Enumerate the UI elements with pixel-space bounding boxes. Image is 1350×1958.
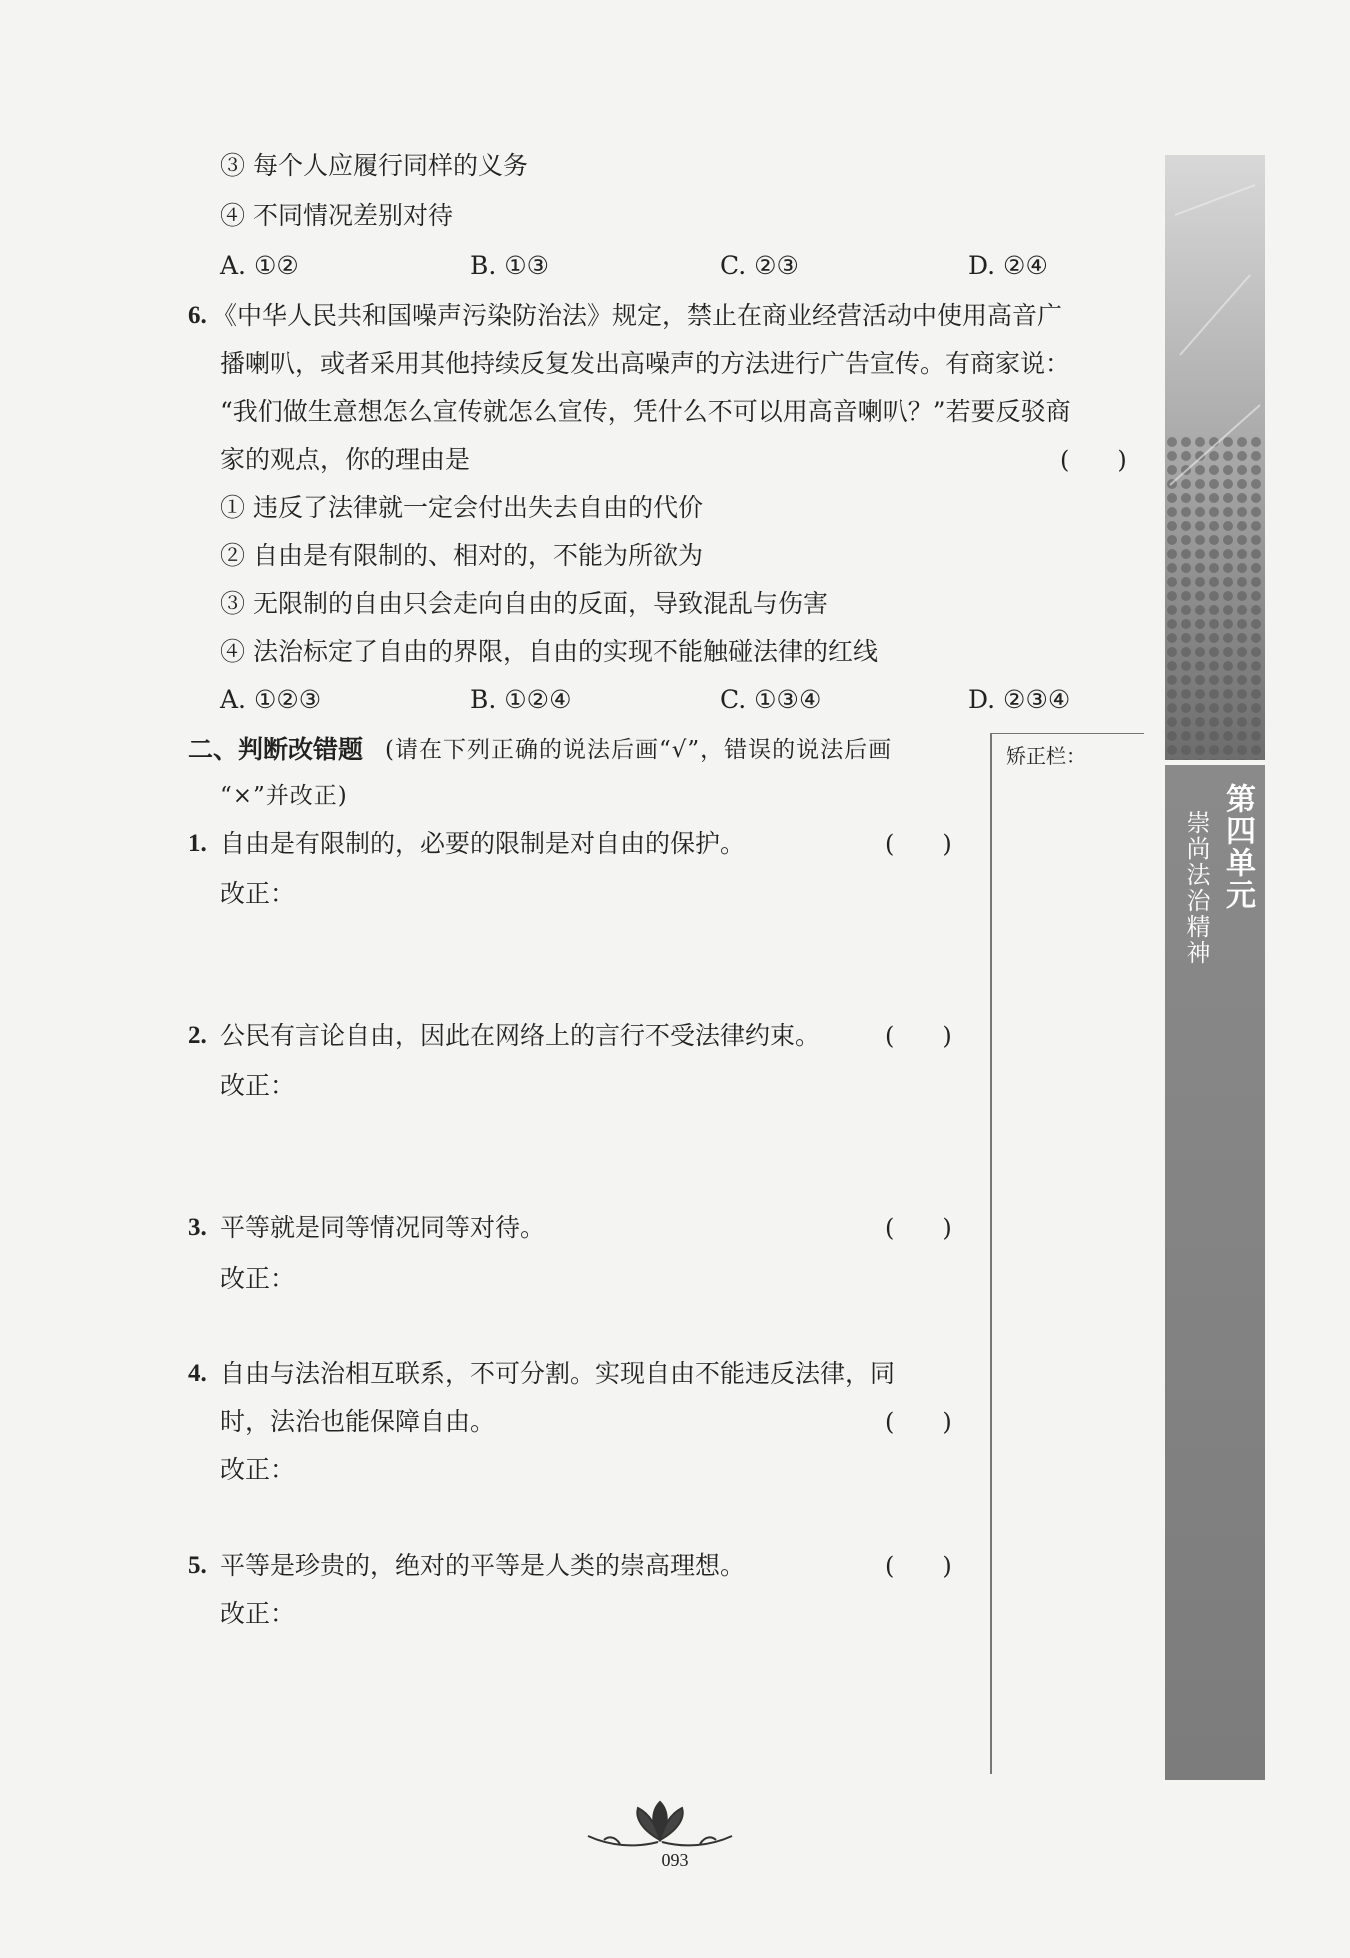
section2-title: 二、判断改错题 (188, 735, 364, 764)
tf-q4-number: 4. (188, 1360, 207, 1387)
q6-option-a: A. ①②③ (220, 685, 322, 714)
tf-q2-text: 公民有言论自由，因此在网络上的言行不受法律约束。 (220, 1021, 821, 1050)
correction-column-label: 矫正栏： (1006, 744, 1086, 768)
tf-q2-number: 2. (188, 1022, 207, 1049)
tf-q1-correction-prefix[interactable]: 改正： (220, 879, 296, 908)
q6-stem-line-4: 家的观点，你的理由是 (220, 445, 471, 474)
q6-number: 6. (188, 302, 207, 329)
page-number: 093 (661, 1850, 689, 1870)
tf-q2-correction-prefix[interactable]: 改正： (220, 1071, 296, 1100)
q6-option-d: D. ②③④ (968, 685, 1071, 714)
q6-option-b: B. ①②④ (470, 685, 572, 714)
unit-label: 第四单元 (1220, 783, 1255, 911)
tf-q1-text: 自由是有限制的，必要的限制是对自由的保护。 (220, 829, 746, 858)
q6-item-3: ③ 无限制的自由只会走向自由的反面，导致混乱与伤害 (220, 589, 828, 618)
unit-side-tab (1165, 765, 1265, 1780)
tf-q1-answer-paren[interactable]: ( ) (885, 830, 952, 858)
q6-stem-line-2: 播喇叭，或者采用其他持续反复发出高噪声的方法进行广告宣传。有商家说： (220, 349, 1071, 378)
tf-q5-answer-paren[interactable]: ( ) (885, 1552, 952, 1580)
tf-q3-correction-prefix[interactable]: 改正： (220, 1264, 296, 1293)
section2-note-line-1: (请在下列正确的说法后画“√”，错误的说法后画 (385, 737, 893, 763)
q5-item-4: ④ 不同情况差别对待 (220, 201, 453, 230)
q6-item-2: ② 自由是有限制的、相对的，不能为所欲为 (220, 541, 703, 570)
tf-q4-text-line-1: 自由与法治相互联系，不可分割。实现自由不能违反法律，同 (220, 1359, 896, 1388)
q6-answer-paren[interactable]: ( ) (1060, 446, 1127, 474)
tf-q4-answer-paren[interactable]: ( ) (885, 1408, 952, 1436)
tf-q5-number: 5. (188, 1552, 207, 1579)
section2-note-line-2: “×”并改正) (220, 783, 348, 809)
footer-ornament-icon (580, 1800, 740, 1854)
q6-item-4: ④ 法治标定了自由的界限，自由的实现不能触碰法律的红线 (220, 637, 878, 666)
q6-option-c: C. ①③④ (720, 685, 822, 714)
tf-q5-correction-prefix[interactable]: 改正： (220, 1599, 296, 1628)
side-decorative-halftone (1165, 155, 1265, 760)
q5-option-a: A. ①② (220, 251, 299, 280)
tf-q3-number: 3. (188, 1214, 207, 1241)
tf-q1-number: 1. (188, 830, 207, 857)
q5-option-d: D. ②④ (968, 251, 1048, 280)
tf-q4-correction-prefix[interactable]: 改正： (220, 1455, 296, 1484)
tf-q2-answer-paren[interactable]: ( ) (885, 1022, 952, 1050)
tf-q5-text: 平等是珍贵的，绝对的平等是人类的崇高理想。 (220, 1551, 746, 1580)
q6-item-1: ① 违反了法律就一定会付出失去自由的代价 (220, 493, 703, 522)
q6-stem-line-3: “我们做生意想怎么宣传就怎么宣传，凭什么不可以用高音喇叭？”若要反驳商 (220, 397, 1071, 426)
tf-q3-answer-paren[interactable]: ( ) (885, 1214, 952, 1242)
unit-theme: 崇尚法治精神 (1182, 810, 1210, 966)
q5-option-c: C. ②③ (720, 251, 799, 280)
q5-option-b: B. ①③ (470, 251, 550, 280)
q6-stem-line-1: 《中华人民共和国噪声污染防治法》规定，禁止在商业经营活动中使用高音广 (212, 301, 1063, 330)
correction-column[interactable] (990, 733, 1144, 1774)
tf-q4-text-line-2: 时，法治也能保障自由。 (220, 1407, 496, 1436)
q5-item-3: ③ 每个人应履行同样的义务 (220, 151, 528, 180)
tf-q3-text: 平等就是同等情况同等对待。 (220, 1213, 546, 1242)
